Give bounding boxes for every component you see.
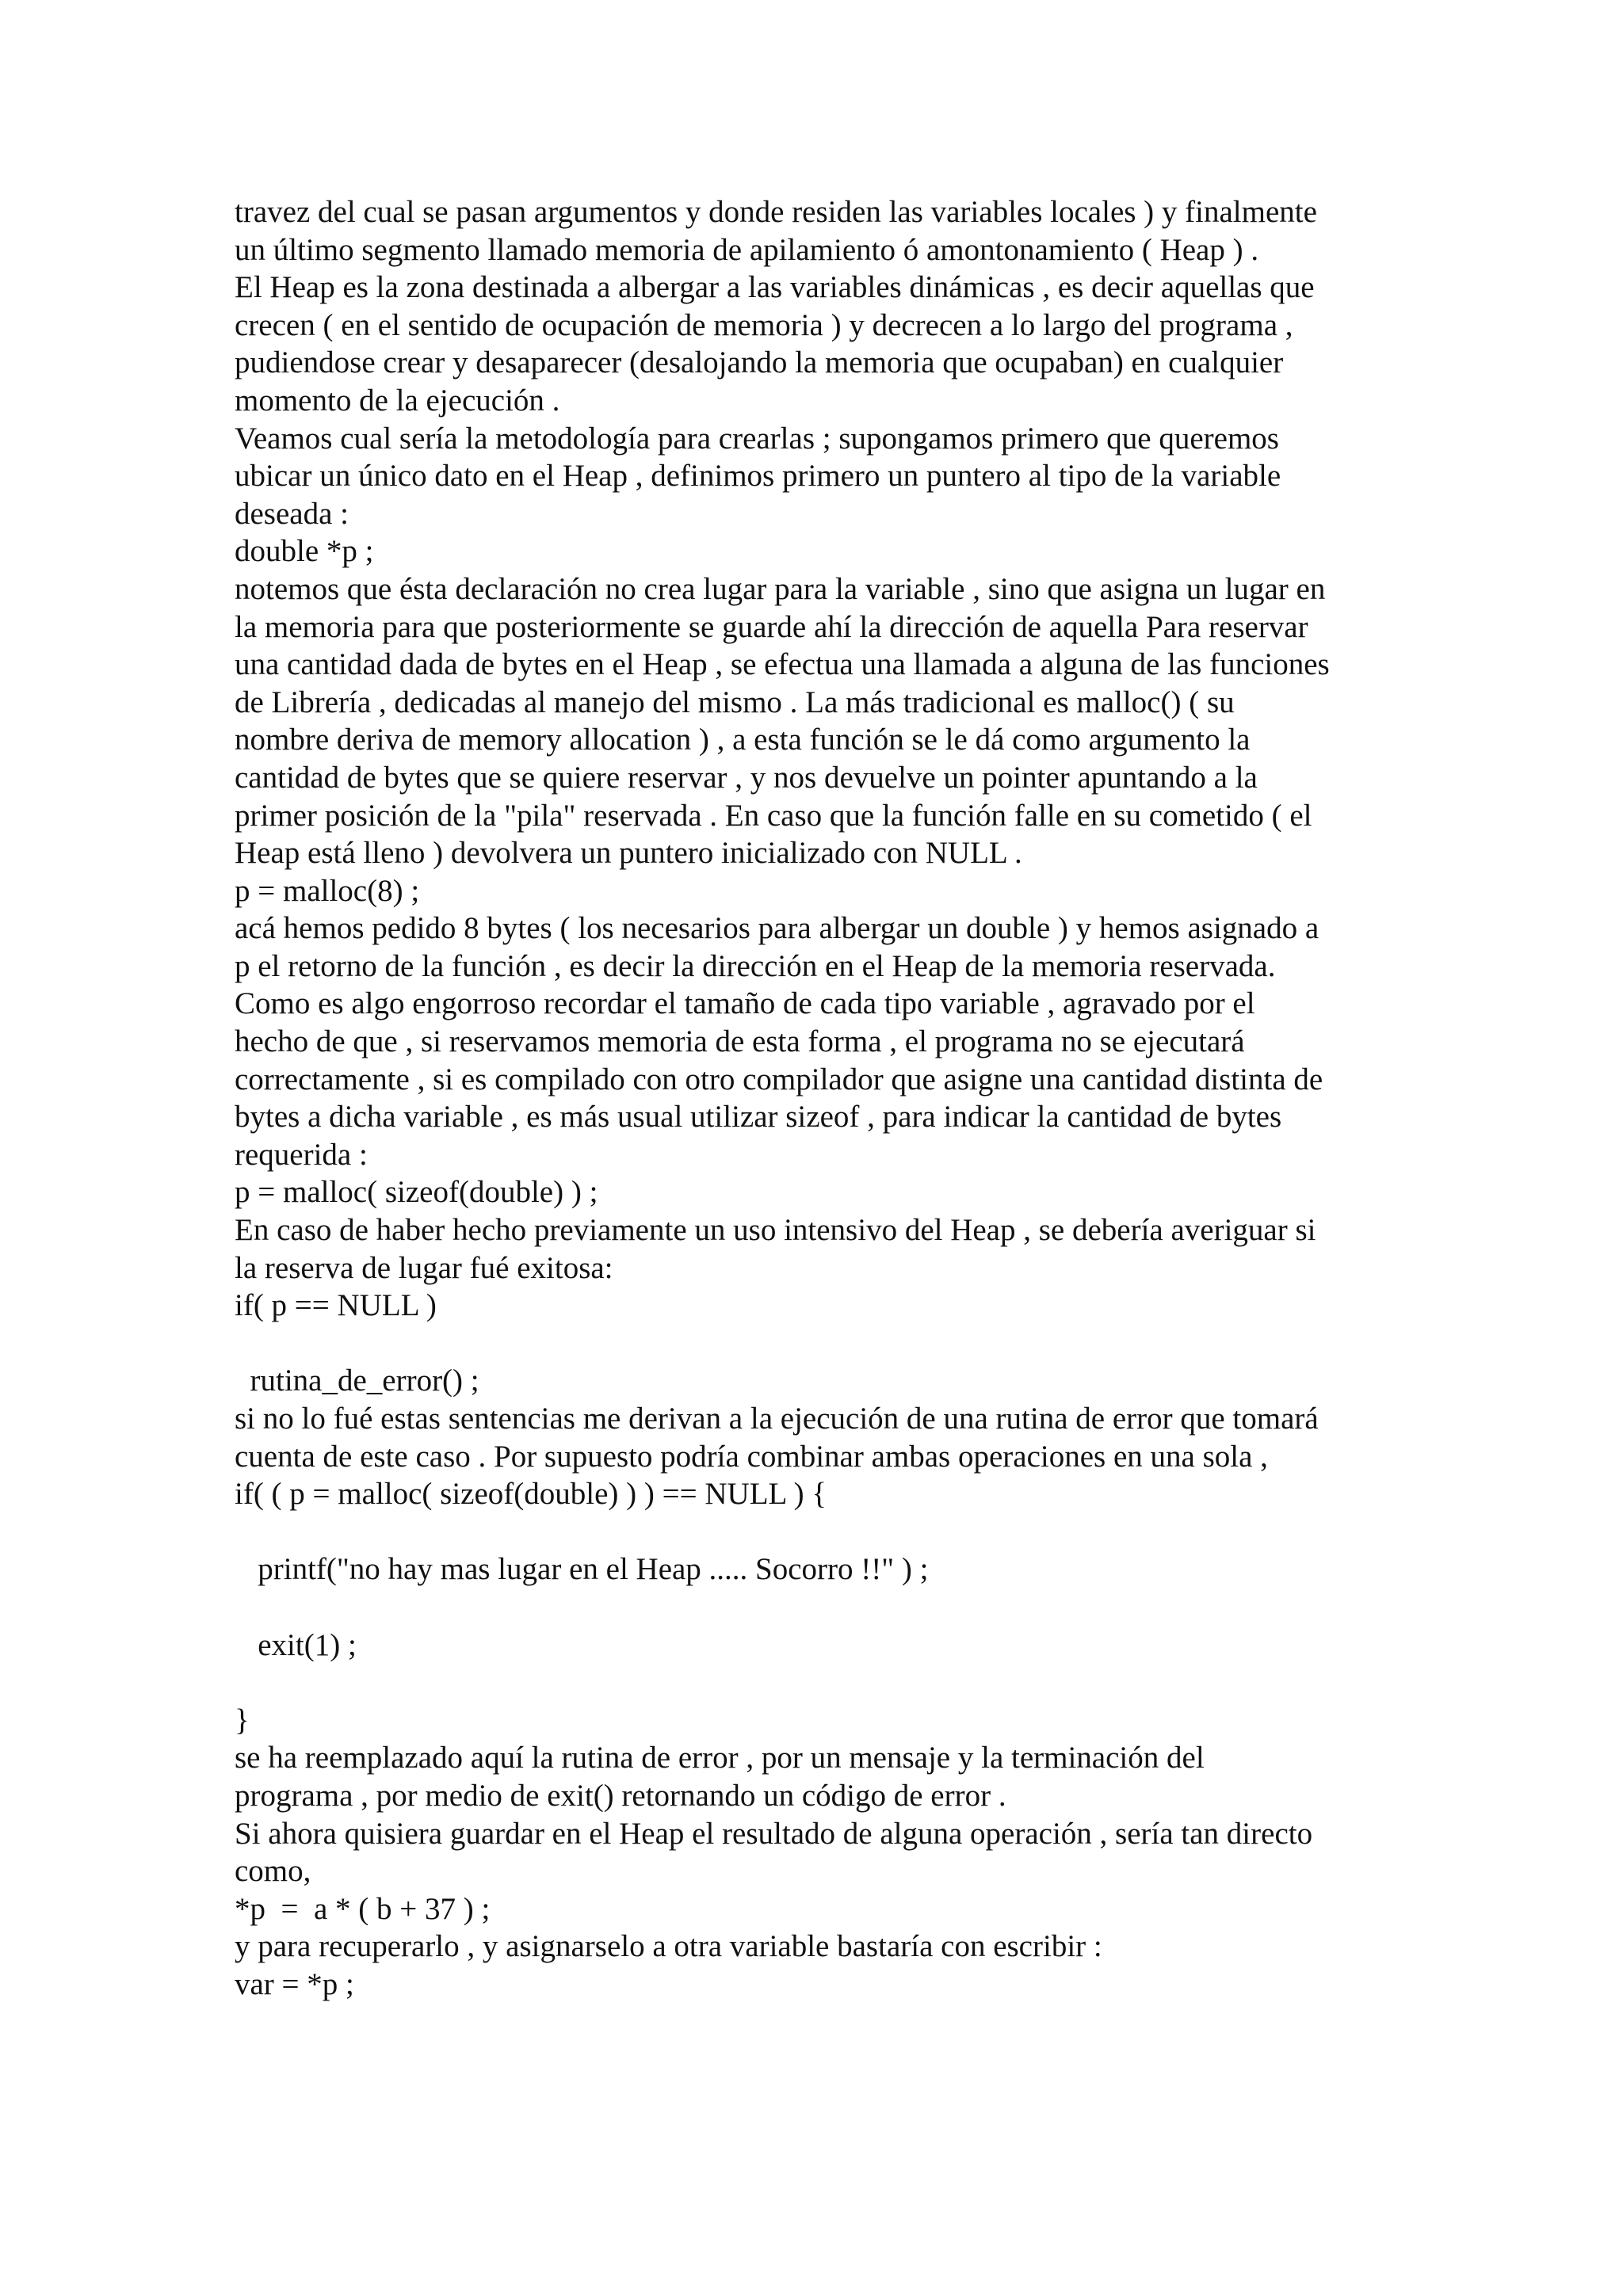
text-line: la memoria para que posteriormente se guarde ahí la dirección de aquella Para reservar — [235, 609, 1308, 644]
text-line: se ha reemplazado aquí la rutina de error , por un mensaje y la terminación del — [235, 1741, 1205, 1775]
blank-line — [235, 1325, 1423, 1363]
text-line: requerida : — [235, 1137, 368, 1172]
text-line: p el retorno de la función , es decir la dirección en el Heap de la memoria reservada. — [235, 948, 1276, 983]
code-line: double *p ; — [235, 534, 374, 569]
code-line: p = malloc( sizeof(double) ) ; — [235, 1175, 598, 1210]
code-line: *p = a * ( b + 37 ) ; — [235, 1891, 491, 1926]
text-line: como, — [235, 1854, 311, 1889]
blank-line — [235, 1589, 1423, 1627]
text-line: un último segmento llamado memoria de apilamiento ó amontonamiento ( Heap ) . — [235, 232, 1259, 267]
document-body — [235, 193, 1423, 2004]
text-line: la reserva de lugar fué exitosa: — [235, 1250, 613, 1285]
code-line: } — [235, 1703, 250, 1737]
code-line: if( p == NULL ) — [235, 1288, 437, 1323]
code-line: var = *p ; — [235, 1966, 354, 2001]
text-line: y para recuperarlo , y asignarselo a otra variable bastaría con escribir : — [235, 1929, 1102, 1964]
text-line: una cantidad dada de bytes en el Heap , se efectua una llamada a alguna de las funciones — [235, 647, 1330, 682]
text-line: Como es algo engorroso recordar el tamaño de cada tipo variable , agravado por el — [235, 986, 1255, 1021]
code-line: exit(1) ; — [235, 1627, 357, 1662]
text-line: si no lo fué estas sentencias me derivan a la ejecución de una rutina de error que tomará — [235, 1402, 1319, 1436]
text-line: cantidad de bytes que se quiere reservar , y nos devuelve un pointer apuntando a la — [235, 760, 1258, 795]
text-line: En caso de haber hecho previamente un uso intensivo del Heap , se debería averiguar si — [235, 1213, 1316, 1248]
text-line: primer posición de la "pila" reservada . En caso que la función falle en su cometido ( el — [235, 798, 1312, 833]
text-line: notemos que ésta declaración no crea lugar para la variable , sino que asigna un lugar en — [235, 571, 1326, 606]
text-line: crecen ( en el sentido de ocupación de memoria ) y decrecen a lo largo del programa , — [235, 307, 1293, 342]
text-line: momento de la ejecución . — [235, 383, 560, 418]
text-line: pudiendose crear y desaparecer (desalojando la memoria que ocupaban) en cualquier — [235, 345, 1284, 380]
code-line: if( ( p = malloc( sizeof(double) ) ) == NULL ) { — [235, 1477, 827, 1512]
text-line: nombre deriva de memory allocation ) , a esta función se le dá como argumento la — [235, 723, 1251, 757]
text-line: Heap está lleno ) devolvera un puntero inicializado con NULL . — [235, 836, 1022, 871]
code-line: p = malloc(8) ; — [235, 873, 420, 908]
text-line: acá hemos pedido 8 bytes ( los necesarios para albergar un double ) y hemos asignado a — [235, 911, 1319, 946]
text-line: El Heap es la zona destinada a albergar a las variables dinámicas , es decir aquellas que — [235, 270, 1315, 305]
text-line: travez del cual se pasan argumentos y donde residen las variables locales ) y finalmente — [235, 195, 1317, 229]
text-line: correctamente , si es compilado con otro compilador que asigne una cantidad distinta de — [235, 1062, 1323, 1097]
text-line: Si ahora quisiera guardar en el Heap el resultado de alguna operación , sería tan directo — [235, 1816, 1313, 1851]
blank-line — [235, 1513, 1423, 1551]
text-line: de Librería , dedicadas al manejo del mismo . La más tradicional es malloc() ( su — [235, 685, 1235, 719]
blank-line — [235, 1664, 1423, 1702]
text-line: hecho de que , si reservamos memoria de esta forma , el programa no se ejecutará — [235, 1024, 1245, 1059]
text-line: programa , por medio de exit() retornando un código de error . — [235, 1778, 1006, 1813]
text-line: bytes a dicha variable , es más usual utilizar sizeof , para indicar la cantidad de bytes — [235, 1100, 1282, 1135]
code-line: printf("no hay mas lugar en el Heap ..... Socorro !!" ) ; — [235, 1552, 929, 1587]
text-line: Veamos cual sería la metodología para crearlas ; supongamos primero que queremos — [235, 421, 1279, 456]
text-line: ubicar un único dato en el Heap , definimos primero un puntero al tipo de la variable — [235, 459, 1281, 494]
code-line: rutina_de_error() ; — [235, 1363, 479, 1398]
text-line: deseada : — [235, 496, 349, 531]
text-line: cuenta de este caso . Por supuesto podría combinar ambas operaciones en una sola , — [235, 1439, 1268, 1474]
